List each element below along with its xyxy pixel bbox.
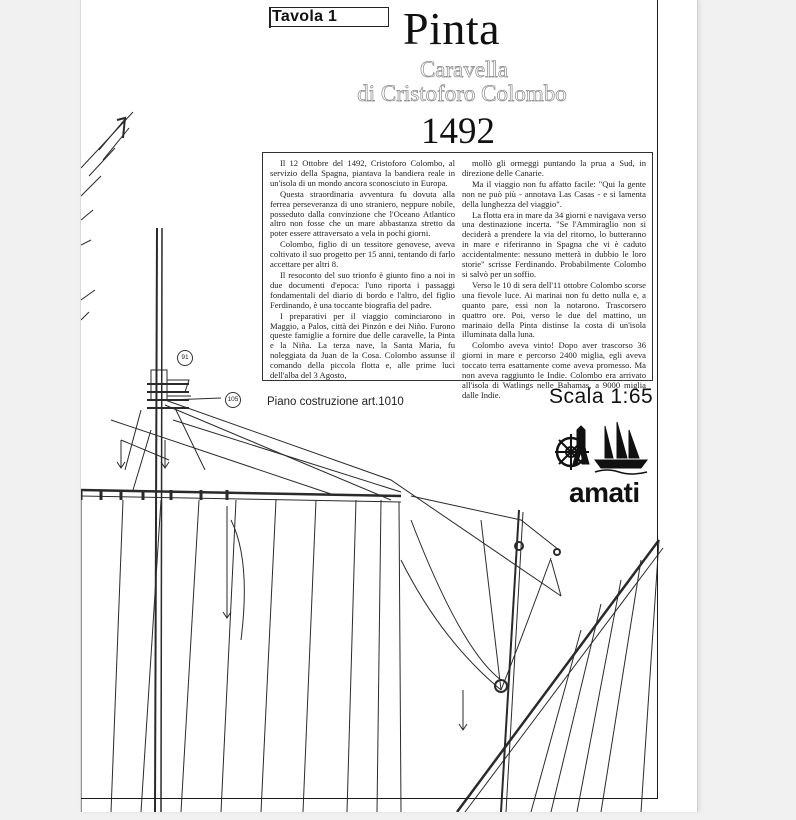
paragraph: I preparativi per il viaggio cominciarono in Maggio, a Palos, città dei Pinzón e dei Niño. Furono queste famiglie a fornire due delle caravelle, la Pinta e la Niña. La terza nave, la Santa Maria, fu noleggiata da Juan de la Cosa. Colombo assunse il comando della piccola flotta e, alle prime luci dell'alba del 3 Agosto, <box>270 310 455 381</box>
paragraph: Colombo aveva vinto! Dopo aver trascorso 36 giorni in mare e percorso 2400 miglia, egli aveva toccato terra esattamente come aveva promesso. Ma non aveva raggiunto le Indie. Colombo era arrivato all'isola di Watlings nelle Bahamas, a 9000 miglia dalle Indie. <box>462 340 646 400</box>
paragraph: La flotta era in mare da 34 giorni e navigava verso una destinazione incerta. "Se l'Ammiraglio non si deciderà a prendere la via del ritorno, lo butteranno in mare e riferiranno in Spagna che vi è caduto accidentalmente: nessuno metterà in dubbio le loro storie" scrisse Ferdinando. Probabilmente Colombo si salvò per un soffio. <box>462 209 646 279</box>
amati-brand: amati <box>569 477 640 508</box>
paragraph: Il resoconto del suo trionfo è giunto fino a noi in due documenti d'epoca: l'uno riporta i passaggi fondamentali del diario di bordo e l'altro, del figlio Ferdinando, è una toccante biografia del padre. <box>270 269 455 310</box>
paragraph: Ma il viaggio non fu affatto facile: "Qui la gente non ne può più - annotava Las Casas - e si lamenta della lunghezza del viaggio". <box>462 178 646 209</box>
paragraph: Verso le 10 di sera dell'11 ottobre Colombo scorse una fievole luce. Ai marinai non fu detto nulla e, a quanto pare, essi non la notarono. Trascorsero quattro ore. Poi, verso le due del mattino, un marinaio della Pinta distinse la costa di un'isola illuminata dalla luna. <box>462 279 646 340</box>
plan-article-label: Piano costruzione art.1010 <box>267 396 404 408</box>
subtitle-line-2: di Cristoforo Colombo <box>357 81 567 106</box>
paragraph: mollò gli ormeggi puntando la prua a Sud, in direzione delle Canarie. <box>462 158 646 178</box>
paragraph: Colombo, figlio di un tessitore genovese, aveva coltivato il suo progetto per 15 anni, tentando di farlo accettare per altri 8. <box>270 239 455 270</box>
part-callout-91: 91 <box>177 350 193 366</box>
plan-sheet <box>80 0 698 812</box>
paragraph: Il 12 Ottobre del 1492, Cristoforo Colombo, al servizio della Spagna, piantava la bandiera reale in un'isola di un mondo ancora sconosciuto in Europa. <box>270 158 455 188</box>
subtitle-line-1: Caravella <box>419 57 509 82</box>
text-column-left <box>270 159 455 382</box>
part-callout-105: 105 <box>225 392 241 408</box>
scale-label: Scala 1:65 <box>549 385 654 408</box>
amati-ship-logo <box>555 420 651 480</box>
tavola-label: Tavola 1 <box>269 7 389 27</box>
paragraph: Questa straordinaria avventura fu dovuta alla ferrea perseveranza di uno straniero, neppure nobile, posseduto dalla convinzione che l'Oceano Atlantico altro non fosse che un mare abbastanza stretto da poter essere attraversato a vela in pochi giorni. <box>270 188 455 239</box>
year-label: 1492 <box>421 111 495 152</box>
text-column-right <box>462 159 646 402</box>
ship-title: Pinta <box>403 3 501 54</box>
